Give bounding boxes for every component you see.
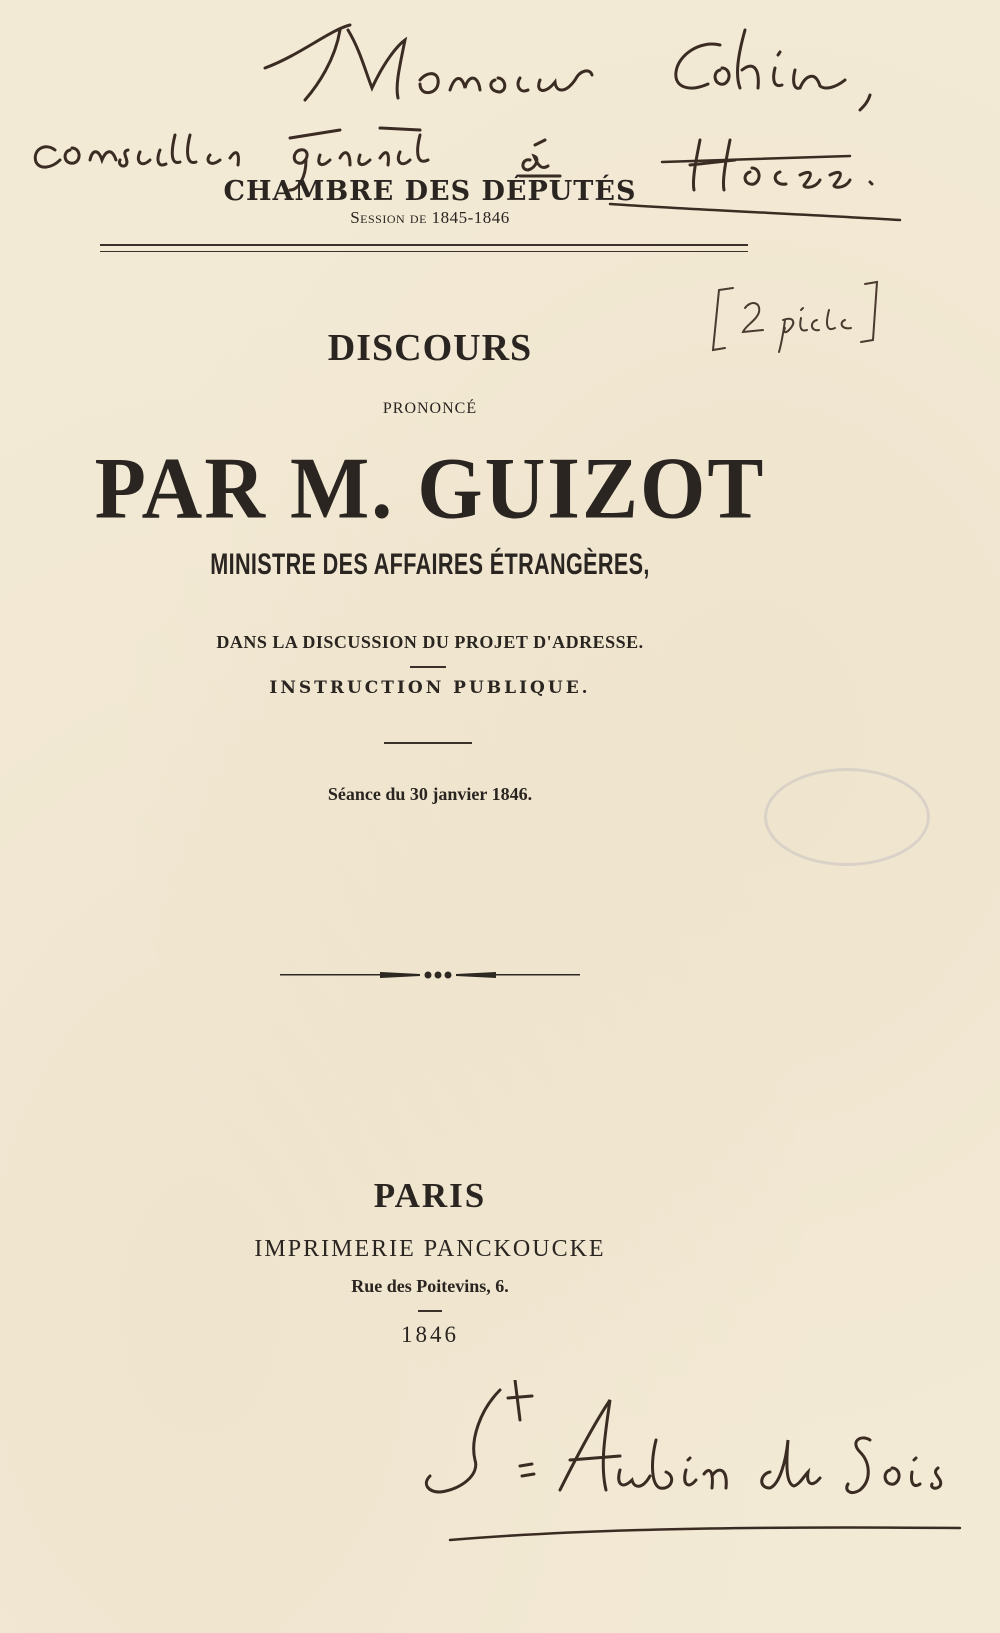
imprint-address: Rue des Poitevins, 6.: [351, 1276, 509, 1296]
author-title: PAR M. GUIZOT: [94, 439, 766, 538]
discours-heading: DISCOURS: [327, 327, 533, 369]
chamber-heading: CHAMBRE DES DÉPUTÉS: [223, 176, 637, 207]
imprint-city: PARIS: [373, 1176, 487, 1215]
short-rule: [384, 742, 472, 744]
handwritten-signature: [420, 1380, 990, 1580]
short-rule: [418, 1310, 442, 1312]
author-role: MINISTRE DES AFFAIRES ÉTRANGÈRES,: [210, 548, 650, 581]
double-rule-divider: [100, 244, 748, 252]
session-line: Session de 1845-1846: [350, 208, 510, 227]
imprint-year: 1846: [401, 1322, 459, 1347]
topic-line: INSTRUCTION PUBLIQUE.: [269, 678, 591, 698]
ornament-divider: [280, 966, 580, 984]
short-rule: [410, 666, 446, 668]
seance-date: Séance du 30 janvier 1846.: [327, 784, 533, 804]
imprint-printer: IMPRIMERIE PANCKOUCKE: [254, 1236, 606, 1262]
context-line: DANS LA DISCUSSION DU PROJET D'ADRESSE.: [216, 632, 644, 652]
prononce-line: PRONONCÉ: [382, 400, 478, 417]
library-stamp: [764, 768, 930, 866]
